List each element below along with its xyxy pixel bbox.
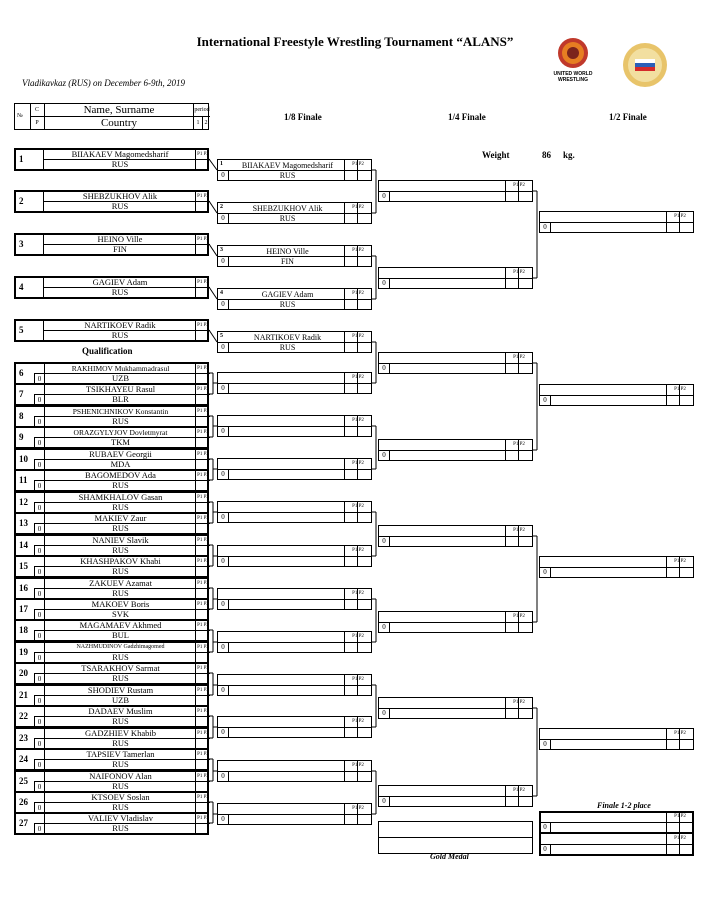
wrestler-name: MAGAMAEV Akhmed (44, 621, 196, 631)
period-cells: P1 P2 (195, 385, 210, 395)
seed-number-text: 8 (19, 411, 24, 421)
period-cells: P1 P2 (352, 334, 364, 339)
period-mid (679, 557, 680, 577)
score-zero: 0 (382, 709, 386, 717)
period-mid (518, 612, 519, 632)
wrestler-country: RUS (44, 503, 196, 512)
score-zero: 0 (382, 797, 386, 805)
bracket-connector (209, 201, 217, 213)
wrestler-name: TSARAKHOV Sarmat (44, 664, 196, 674)
period-cells: P1 P2 (352, 291, 364, 296)
score-zero: 0 (543, 223, 547, 231)
score-zero: 0 (382, 364, 386, 372)
score-zero: 0 (221, 214, 225, 222)
period-1-header: 1 (193, 117, 203, 129)
period-mid (357, 373, 358, 393)
bracket-slot (217, 245, 372, 267)
score-zero: 0 (221, 384, 225, 392)
score-zero: 0 (34, 652, 44, 663)
period-cells: P1 P2 (352, 548, 364, 553)
period-cells: P1 P2 (513, 528, 525, 533)
period-cells: P1 P2 (195, 364, 210, 374)
period-cells: P1 P2 (195, 750, 210, 760)
bracket-slot (378, 352, 533, 374)
wrestler-country: RUS (44, 481, 196, 490)
seed-number-text: 2 (19, 196, 24, 206)
no-column-header: № (17, 113, 23, 119)
uww-logo-text: UNITED WORLD WRESTLING (553, 71, 593, 83)
period-cells: P1 P2 (513, 788, 525, 793)
period-mid (357, 160, 358, 180)
slot-wrestler-country: RUS (279, 171, 296, 180)
period-column-header: period (193, 104, 210, 117)
period-cells: P1 P2 (195, 686, 210, 696)
period-mid (518, 698, 519, 718)
score-zero: 0 (34, 459, 44, 470)
wrestler-name: NANIEV Slavik (44, 536, 196, 546)
bracket-slot (217, 588, 372, 610)
period-cells: P1 P2 (352, 504, 364, 509)
seed-number-text: 19 (19, 647, 28, 657)
period-mid (357, 203, 358, 223)
period-cells: P1 P2 (195, 471, 210, 481)
score-zero: 0 (34, 566, 44, 577)
score-zero: 0 (34, 588, 44, 599)
gold-divider (379, 837, 532, 838)
period-cells: P1 P2 (352, 719, 364, 724)
country-column-header: Country (100, 117, 138, 129)
bracket-connector (209, 159, 217, 170)
period-mid (357, 632, 358, 652)
wrestler-country: RUS (43, 160, 196, 169)
period-cells: P1 P2 (195, 428, 210, 438)
wrestler-country: RUS (44, 803, 196, 812)
bracket-slot (217, 331, 372, 353)
score-zero: 0 (34, 781, 44, 792)
seed-number-text: 27 (19, 818, 28, 828)
wrestler-country: SVK (44, 610, 196, 619)
period-cells: P1 P2 (195, 579, 210, 589)
weight-value: 86 (542, 150, 551, 160)
period-mid (518, 268, 519, 288)
score-zero: 0 (543, 823, 547, 831)
wrestler-name: GAGIEV Adam (43, 278, 196, 288)
period-mid (679, 729, 680, 749)
bracket-slot (378, 180, 533, 202)
wrestler-name: RAKHIMOV Mukhammadrasul (44, 364, 196, 374)
wrestler-name: KHASHPAKOV Khabi (44, 557, 196, 567)
wrestler-name: RUBAEV Georgii (44, 450, 196, 460)
bracket-slot (217, 202, 372, 224)
score-zero: 0 (221, 427, 225, 435)
score-zero: 0 (221, 343, 225, 351)
period-cells: P1 P2 (195, 150, 210, 160)
wrestler-country: FIN (43, 245, 196, 254)
wrestler-country: MDA (44, 460, 196, 469)
seed-number-text: 9 (19, 432, 24, 442)
period-mid (518, 440, 519, 460)
bracket-slot (539, 556, 694, 578)
wrestler-name: BAGOMEDOV Ada (44, 471, 196, 481)
period-cells: P1 P2 (352, 634, 364, 639)
period-mid (357, 332, 358, 352)
period-cells: P1 P2 (513, 442, 525, 447)
wrestler-country: RUS (43, 202, 196, 211)
round-r16-header: 1/8 Finale (284, 112, 322, 122)
score-zero: 0 (34, 630, 44, 641)
wrestler-name: ORAZGYLYJOV Dovletmyrat (44, 428, 196, 438)
bracket-slot (217, 760, 372, 782)
period-cells: P1 P2 (674, 214, 686, 219)
score-zero: 0 (221, 470, 225, 478)
bracket-slot (217, 458, 372, 480)
period-cells: P1 P2 (352, 418, 364, 423)
slot-wrestler-name: BIIAKAEV Magomedsharif (241, 161, 334, 170)
seed-number-text: 24 (19, 754, 28, 764)
wrestler-name: HEINO Ville (43, 235, 196, 245)
wrestler-name: TSIKHAYEU Rasul (44, 385, 196, 395)
event-location-date: Vladikavkaz (RUS) on December 6-9th, 2019 (22, 78, 185, 88)
score-zero: 0 (221, 513, 225, 521)
score-zero: 0 (543, 396, 547, 404)
wrestler-country: RUS (44, 717, 196, 726)
seed-number-text: 4 (19, 282, 24, 292)
score-zero: 0 (543, 845, 547, 853)
period-cells: P1 P2 (195, 192, 210, 202)
wrestler-country: RUS (44, 674, 196, 683)
score-zero: 0 (221, 257, 225, 265)
period-cells: P1 P2 (195, 235, 210, 245)
score-zero: 0 (543, 740, 547, 748)
period-cells: P1 P2 (352, 763, 364, 768)
period-cells: P1 P2 (195, 772, 210, 782)
period-cells: P1 P2 (195, 514, 210, 524)
seed-number-text: 11 (19, 475, 28, 485)
slot-wrestler-country: RUS (279, 214, 296, 223)
period-cells: P1 P2 (352, 162, 364, 167)
score-zero: 0 (382, 537, 386, 545)
bracket-slot (217, 501, 372, 523)
period-cells: P1 P2 (674, 387, 686, 392)
bracket-slot (378, 439, 533, 461)
period-mid (357, 289, 358, 309)
score-zero: 0 (34, 738, 44, 749)
score-zero: 0 (34, 416, 44, 427)
period-cells: P1 P2 (352, 806, 364, 811)
seed-number-text: 10 (19, 454, 28, 464)
bracket-connector (209, 330, 217, 342)
bracket-slot (378, 525, 533, 547)
slot-number: 4 (220, 290, 223, 296)
bracket-slot (378, 611, 533, 633)
period-mid (357, 675, 358, 695)
score-zero: 0 (34, 373, 44, 384)
seed-number-text: 14 (19, 540, 28, 550)
slot-number: 1 (220, 161, 223, 167)
wrestler-name: MAKIEV Zaur (44, 514, 196, 524)
period-cells: P1 P2 (352, 248, 364, 253)
period-cells: P1 P2 (352, 591, 364, 596)
wrestler-country: BUL (44, 631, 196, 640)
seed-number-text: 26 (19, 797, 28, 807)
period-cells: P1 P2 (195, 814, 210, 824)
slot-wrestler-country: FIN (281, 257, 294, 266)
period-mid (357, 761, 358, 781)
wrestler-name: VALIEV Vladislav (44, 814, 196, 824)
period-cells: P1 P2 (195, 536, 210, 546)
seed-number-text: 7 (19, 389, 24, 399)
score-zero: 0 (382, 192, 386, 200)
bracket-slot (539, 384, 694, 406)
period-mid (518, 526, 519, 546)
round-qf-header: 1/4 Finale (448, 112, 486, 122)
weight-label: Weight (482, 150, 510, 160)
slot-number: 3 (220, 247, 223, 253)
score-zero: 0 (221, 171, 225, 179)
wrestler-name: SHEBZUKHOV Alik (43, 192, 196, 202)
slot-wrestler-country: RUS (279, 343, 296, 352)
wrestler-country: RUS (44, 739, 196, 748)
seed-number-text: 12 (19, 497, 28, 507)
period-cells: P1 P2 (195, 621, 210, 631)
period-cells: P1 P2 (195, 278, 210, 288)
score-zero: 0 (543, 568, 547, 576)
bracket-slot (217, 803, 372, 825)
finale-outline (539, 811, 694, 856)
seed-number-text: 17 (19, 604, 28, 614)
seed-number-text: 22 (19, 711, 28, 721)
period-cells: P1 P2 (352, 677, 364, 682)
seed-number-text: 20 (19, 668, 28, 678)
wrestler-name: NARTIKOEV Radik (43, 321, 196, 331)
period-cells: P1 P2 (195, 600, 210, 610)
seed-number-text: 15 (19, 561, 28, 571)
bracket-slot (378, 267, 533, 289)
wrestler-name: PSHENICHNIKOV Konstantin (44, 407, 196, 417)
round-sf-header: 1/2 Finale (609, 112, 647, 122)
period-cells: P1 P2 (513, 183, 525, 188)
wrestler-name: DADAEV Muslim (44, 707, 196, 717)
wrestler-country: RUS (44, 760, 196, 769)
score-zero: 0 (221, 300, 225, 308)
period-cells: P1 P2 (513, 355, 525, 360)
score-zero: 0 (221, 643, 225, 651)
seed-number-text: 1 (19, 154, 24, 164)
period-cells: P1 P2 (352, 205, 364, 210)
period-mid (357, 246, 358, 266)
score-zero: 0 (34, 394, 44, 405)
period-cells: P1 P2 (513, 614, 525, 619)
bracket-connector (209, 287, 217, 299)
gold-medal-box (378, 821, 533, 854)
score-zero: 0 (221, 686, 225, 694)
score-zero: 0 (221, 600, 225, 608)
score-zero: 0 (221, 815, 225, 823)
bracket-connector (209, 244, 217, 256)
period-mid (357, 502, 358, 522)
wrestler-country: BLR (44, 395, 196, 404)
period-cells: P1 P2 (195, 557, 210, 567)
period-2-header: 2 (204, 120, 208, 126)
bracket-slot (378, 785, 533, 807)
wrestler-name: GADZHIEV Khabib (44, 729, 196, 739)
wrestler-name: NAIFONOV Alan (44, 772, 196, 782)
score-zero: 0 (34, 437, 44, 448)
score-zero: 0 (34, 523, 44, 534)
wrestler-name: BIIAKAEV Magomedsharif (43, 150, 196, 160)
seed-number-text: 5 (19, 325, 24, 335)
score-zero: 0 (34, 716, 44, 727)
seed-number-text: 3 (19, 239, 24, 249)
name-column-header: Name, Surname (45, 104, 193, 117)
period-mid (357, 589, 358, 609)
score-zero: 0 (34, 823, 44, 834)
seed-number-text: 18 (19, 625, 28, 635)
score-zero: 0 (34, 759, 44, 770)
period-mid (679, 385, 680, 405)
slot-number: 5 (220, 333, 223, 339)
wrestler-country: RUS (43, 288, 196, 297)
score-zero: 0 (34, 695, 44, 706)
wrestler-country: RUS (44, 653, 196, 662)
period-cells: P1 P2 (352, 375, 364, 380)
slot-wrestler-name: HEINO Ville (266, 247, 309, 256)
slot-wrestler-name: SHEBZUKHOV Alik (252, 204, 323, 213)
page-title: International Freestyle Wrestling Tournament “ALANS” (196, 34, 514, 49)
bracket-slot (217, 159, 372, 181)
score-zero: 0 (221, 728, 225, 736)
period-cells: P1 P2 (195, 450, 210, 460)
period-cells: P1 P2 (513, 700, 525, 705)
seed-number-text: 25 (19, 776, 28, 786)
score-zero: 0 (382, 451, 386, 459)
period-mid (357, 717, 358, 737)
score-zero: 0 (34, 609, 44, 620)
wrestler-country: RUS (43, 331, 196, 340)
bracket-slot (217, 631, 372, 653)
period-cells: P1 P2 (195, 664, 210, 674)
period-mid (518, 181, 519, 201)
bracket-slot (217, 545, 372, 567)
wrestler-name: TAPSIEV Tamerlan (44, 750, 196, 760)
wrestler-country: RUS (44, 524, 196, 533)
score-zero: 0 (221, 557, 225, 565)
seed-number-text: 6 (19, 368, 24, 378)
wrestler-name: SHAMKHALOV Gasan (44, 493, 196, 503)
period-cells: P1 P2 (195, 643, 210, 653)
wrestler-country: UZB (44, 696, 196, 705)
bracket-slot (217, 372, 372, 394)
slot-wrestler-country: RUS (279, 300, 296, 309)
wrestler-country: RUS (44, 417, 196, 426)
finale-label: Finale 1-2 place (597, 801, 651, 810)
gold-medal-label: Gold Medal (430, 852, 469, 861)
score-zero: 0 (382, 279, 386, 287)
slot-wrestler-name: GAGIEV Adam (261, 290, 314, 299)
seed-number-text: 16 (19, 583, 28, 593)
period-cells: P1 P2 (195, 493, 210, 503)
score-zero: 0 (382, 623, 386, 631)
period-cells: P1 P2 (195, 321, 210, 331)
c-column-header: C (30, 104, 44, 117)
period-cells: P1 P2 (352, 461, 364, 466)
bracket-slot (217, 674, 372, 696)
period-cells: P1 P2 (674, 814, 686, 819)
wrestler-name: NAZHMUDINOV Gadzhimagomed (44, 643, 196, 653)
period-mid (357, 459, 358, 479)
bracket-slot (217, 415, 372, 437)
period-cells: P1 P2 (195, 729, 210, 739)
period-mid (518, 353, 519, 373)
p-column-header: P (35, 120, 39, 126)
wrestler-country: RUS (44, 824, 196, 833)
bracket-slot (378, 697, 533, 719)
wrestler-name: ZAKUEV Azamat (44, 579, 196, 589)
period-cells: P1 P2 (674, 731, 686, 736)
period-cells: P1 P2 (195, 407, 210, 417)
period-mid (357, 416, 358, 436)
score-zero: 0 (34, 802, 44, 813)
qualification-label: Qualification (82, 346, 133, 356)
slot-number: 2 (220, 204, 223, 210)
period-cells: P1 P2 (195, 707, 210, 717)
seed-number-text: 21 (19, 690, 28, 700)
wrestler-country: UZB (44, 374, 196, 383)
wrestler-name: KTSOEV Soslan (44, 793, 196, 803)
seed-number-text: 23 (19, 733, 28, 743)
seed-number-text: 13 (19, 518, 28, 528)
wrestler-country: RUS (44, 589, 196, 598)
bracket-slot (217, 288, 372, 310)
period-cells: P1 P2 (674, 559, 686, 564)
score-zero: 0 (34, 480, 44, 491)
wrestler-country: TKM (44, 438, 196, 447)
slot-wrestler-name: NARTIKOEV Radik (253, 333, 322, 342)
period-mid (679, 212, 680, 232)
bracket-slot (217, 716, 372, 738)
wrestler-name: MAKOEV Boris (44, 600, 196, 610)
period-cells: P1 P2 (513, 270, 525, 275)
period-mid (357, 804, 358, 824)
score-zero: 0 (221, 772, 225, 780)
score-zero: 0 (34, 545, 44, 556)
period-mid (518, 786, 519, 806)
weight-unit: kg. (563, 150, 575, 160)
period-mid (357, 546, 358, 566)
period-cells: P1 P2 (674, 836, 686, 841)
bracket-slot (539, 728, 694, 750)
wrestler-country: RUS (44, 782, 196, 791)
wrestler-country: RUS (44, 567, 196, 576)
period-cells: P1 P2 (195, 793, 210, 803)
wrestler-name: SHODIEV Rustam (44, 686, 196, 696)
wrestler-country: RUS (44, 546, 196, 555)
score-zero: 0 (34, 502, 44, 513)
bracket-slot (539, 211, 694, 233)
score-zero: 0 (34, 673, 44, 684)
